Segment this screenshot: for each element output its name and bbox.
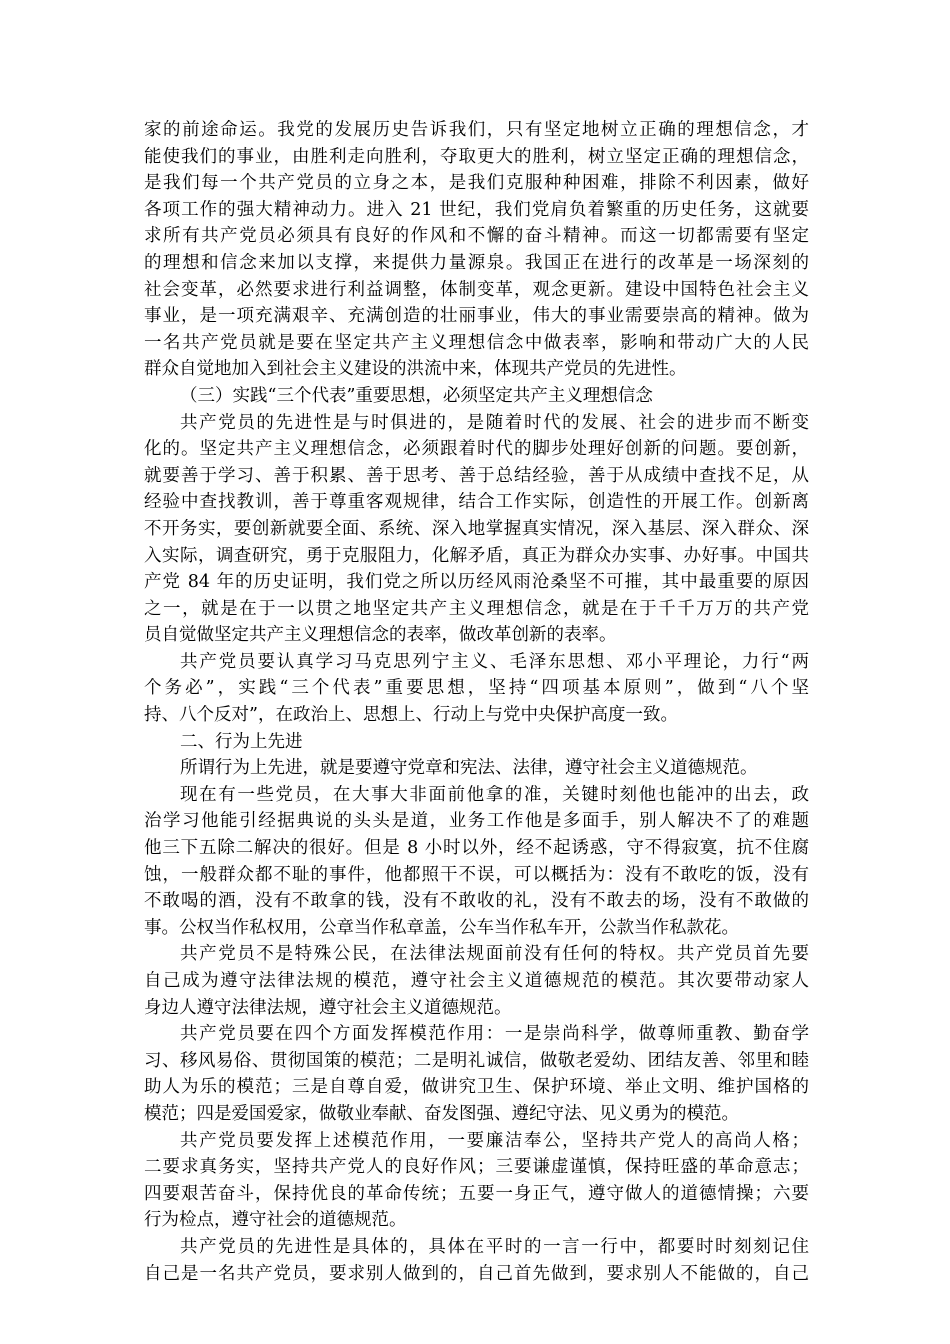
- text-line: 身边人遵守法律法规，遵守社会主义道德规范。: [144, 997, 512, 1018]
- text-line: 家的前途命运。我党的发展历史告诉我们，只有坚定地树立正确的理想信念，才: [144, 120, 809, 140]
- text-line: 二、行为上先进: [180, 731, 303, 752]
- body-paragraph: [144, 941, 809, 1021]
- body-paragraph: [144, 117, 809, 383]
- text-line: 自己是一名共产党员，要求别人做到的，自己首先做到，要求别人不能做的，自己: [144, 1263, 809, 1284]
- text-line: 他三下五除二解决的很好。但是 8 小时以外，经不起诱惑，守不得寂寞，抗不住腐: [144, 838, 809, 859]
- body-paragraph: [144, 1021, 809, 1127]
- text-line: 就要善于学习、善于积累、善于思考、善于总结经验，善于从成绩中查找不足，从: [144, 465, 809, 486]
- text-line: 模范；四是爱国爱家，做敬业奉献、奋发图强、遵纪守法、见义勇为的模范。: [144, 1103, 739, 1124]
- text-line: 一名共产党员就是要在坚定共产主义理想信念中做表率，影响和带动广大的人民: [144, 332, 809, 353]
- text-line: 现在有一些党员，在大事大非面前他拿的准，关键时刻他也能冲的出去，政: [180, 784, 809, 805]
- text-line: 群众自觉地加入到社会主义建设的洪流中来，体现共产党员的先进性。: [144, 359, 687, 380]
- text-line: 共产党员不是特殊公民，在法律法规面前没有任何的特权。共产党员首先要: [180, 944, 809, 965]
- text-line: 治学习他能引经据典说的头头是道，业务工作他是多面手，别人解决不了的难题: [144, 811, 809, 832]
- document-page: [144, 117, 809, 1287]
- text-line: 产党 84 年的历史证明，我们党之所以历经风雨沧桑坚不可摧，其中最重要的原因: [144, 572, 809, 593]
- text-line: 个务必”，实践“三个代表”重要思想，坚持“四项基本原则”，做到“八个坚: [144, 678, 809, 699]
- text-line: 持、八个反对”，在政治上、思想上、行动上与党中央保护高度一致。: [144, 705, 678, 726]
- text-line: 经验中查找教训，善于尊重客观规律，结合工作实际，创造性的开展工作。创新离: [144, 492, 809, 513]
- text-line: 的理想和信念来加以支撑，来提供力量源泉。我国正在进行的改革是一场深刻的: [144, 252, 809, 273]
- text-line: 所谓行为上先进，就是要遵守党章和宪法、法律，遵守社会主义道德规范。: [180, 758, 758, 779]
- text-line: 共产党员的先进性是与时俱进的，是随着时代的发展、社会的进步而不断变: [180, 412, 809, 433]
- text-line: 不敢喝的酒，没有不敢拿的钱，没有不敢收的礼，没有不敢去的场，没有不敢做的: [144, 891, 809, 912]
- text-line: 共产党员要在四个方面发挥模范作用：一是崇尚科学，做尊师重教、勤奋学: [180, 1024, 809, 1045]
- text-line: 事业，是一项充满艰辛、充满创造的壮丽事业，伟大的事业需要崇高的精神。做为: [144, 306, 809, 327]
- text-line: 事。公权当作私权用，公章当作私章盖，公车当作私车开，公款当作私款花。: [144, 917, 739, 938]
- text-line: 社会变革，必然要求进行利益调整，体制变革，观念更新。建设中国特色社会主义: [144, 279, 809, 300]
- body-paragraph: [144, 410, 809, 649]
- body-paragraph: [144, 1234, 809, 1287]
- section-heading: [144, 383, 809, 410]
- text-line: 入实际，调查研究，勇于克服阻力，化解矛盾，真正为群众办实事、办好事。中国共: [144, 545, 809, 566]
- text-line: 求所有共产党员必须具有良好的作风和不懈的奋斗精神。而这一切都需要有坚定: [144, 226, 809, 247]
- body-paragraph: [144, 782, 809, 942]
- text-line: 能使我们的事业，由胜利走向胜利，夺取更大的胜利，树立坚定正确的理想信念，: [144, 146, 809, 167]
- text-line: 共产党员要认真学习马克思列宁主义、毛泽东思想、邓小平理论，力行“两: [180, 651, 809, 672]
- text-line: （三）实践“三个代表”重要思想，必须坚定共产主义理想信念: [180, 385, 653, 406]
- section-heading: [144, 729, 809, 756]
- text-line: 二要求真务实，坚持共产党人的良好作风；三要谦虚谨慎，保持旺盛的革命意志；: [144, 1157, 809, 1178]
- text-line: 之一，就是在于一以贯之地坚定共产主义理想信念，就是在于千千万万的共产党: [144, 598, 809, 619]
- body-paragraph: [144, 649, 809, 729]
- body-paragraph: [144, 1128, 809, 1234]
- text-line: 自己成为遵守法律法规的模范，遵守社会主义道德规范的模范。其次要带动家人: [144, 971, 809, 991]
- text-line: 四要艰苦奋斗，保持优良的革命传统；五要一身正气，遵守做人的道德情操；六要: [144, 1183, 809, 1204]
- text-line: 蚀，一般群众都不耻的事件，他都照干不误，可以概括为：没有不敢吃的饭，没有: [144, 864, 809, 885]
- text-line: 习、移风易俗、贯彻国策的模范；二是明礼诚信，做敬老爱幼、团结友善、邻里和睦: [144, 1050, 809, 1071]
- text-line: 助人为乐的模范；三是自尊自爱，做讲究卫生、保护环境、举止文明、维护国格的: [144, 1077, 809, 1098]
- text-line: 不开务实，要创新就要全面、系统、深入地掌握真实情况，深入基层、深入群众、深: [144, 518, 809, 539]
- text-line: 共产党员的先进性是具体的，具体在平时的一言一行中，都要时时刻刻记住: [180, 1236, 809, 1257]
- text-line: 行为检点，遵守社会的道德规范。: [144, 1210, 407, 1231]
- body-paragraph: [144, 755, 809, 782]
- text-line: 是我们每一个共产党员的立身之本，是我们克服种种困难，排除不利因素，做好: [144, 173, 809, 194]
- text-line: 员自觉做坚定共产主义理想信念的表率，做改革创新的表率。: [144, 625, 617, 646]
- text-line: 共产党员要发挥上述模范作用，一要廉洁奉公，坚持共产党人的高尚人格；: [180, 1130, 809, 1151]
- text-line: 各项工作的强大精神动力。进入 21 世纪，我们党肩负着繁重的历史任务，这就要: [144, 199, 809, 220]
- text-line: 化的。坚定共产主义理想信念，必须跟着时代的脚步处理好创新的问题。要创新，: [144, 439, 809, 460]
